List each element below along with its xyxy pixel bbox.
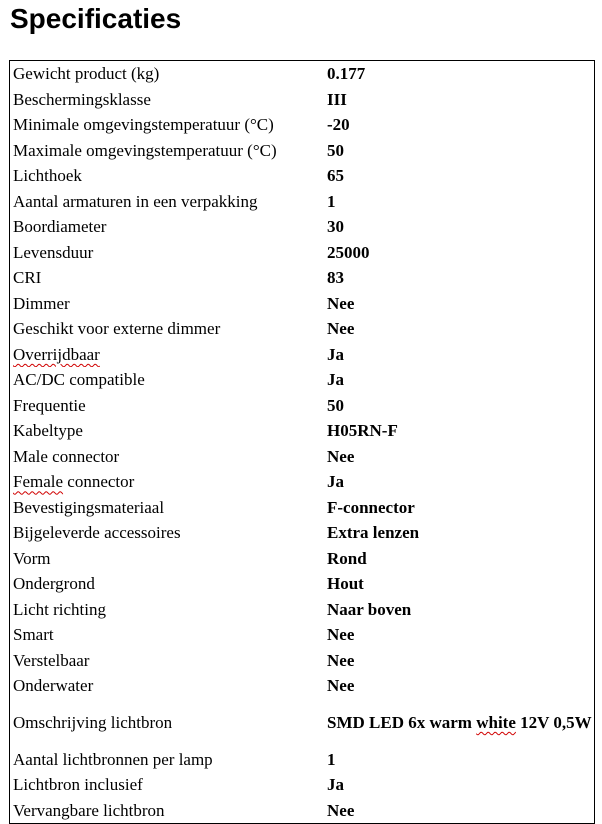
spec-row bbox=[10, 673, 595, 699]
spec-row bbox=[10, 240, 595, 266]
spec-value: Nee bbox=[327, 319, 355, 339]
spec-row bbox=[10, 138, 595, 164]
spec-row bbox=[10, 571, 595, 597]
spec-value: Hout bbox=[327, 574, 364, 594]
spec-label: Aantal armaturen in een verpakking bbox=[13, 191, 258, 211]
spellcheck-underline: Female bbox=[13, 472, 64, 492]
spec-label: Bijgeleverde accessoires bbox=[13, 523, 181, 543]
spec-value: Nee bbox=[327, 650, 355, 670]
spec-row bbox=[10, 342, 595, 368]
spec-row bbox=[10, 214, 595, 240]
spec-row bbox=[10, 495, 595, 521]
spec-row bbox=[10, 699, 595, 747]
spec-row bbox=[10, 546, 595, 572]
spec-label: Gewicht product (kg) bbox=[13, 64, 160, 84]
spec-row bbox=[10, 291, 595, 317]
spec-row bbox=[10, 367, 595, 393]
spec-row bbox=[10, 772, 595, 798]
spec-label: Female connector bbox=[13, 472, 135, 492]
page-title: Specificaties bbox=[10, 3, 182, 34]
spec-value: 1 bbox=[327, 191, 336, 211]
spec-value: F-connector bbox=[327, 497, 415, 517]
spec-label: Onderwater bbox=[13, 676, 94, 696]
spec-row bbox=[10, 798, 595, 824]
spec-row bbox=[10, 469, 595, 495]
spec-value: Rond bbox=[327, 548, 367, 568]
spec-row bbox=[10, 520, 595, 546]
spec-label: Beschermingsklasse bbox=[13, 89, 151, 109]
spec-value: 25000 bbox=[327, 242, 370, 262]
spec-label: Minimale omgevingstemperatuur (°C) bbox=[13, 115, 274, 135]
spellcheck-underline: Overrijdbaar bbox=[13, 344, 100, 364]
spec-row bbox=[10, 112, 595, 138]
spec-row bbox=[10, 316, 595, 342]
spec-value: 1 bbox=[327, 749, 336, 769]
spec-label: Vervangbare lichtbron bbox=[13, 800, 165, 820]
spec-row bbox=[10, 597, 595, 623]
spec-value: Ja bbox=[327, 344, 344, 364]
spec-label: Licht richting bbox=[13, 599, 107, 619]
spec-value: 65 bbox=[327, 166, 344, 186]
spec-row bbox=[10, 747, 595, 773]
spec-value: Ja bbox=[327, 472, 344, 492]
spec-row bbox=[10, 61, 595, 87]
spec-row bbox=[10, 163, 595, 189]
spec-label: Smart bbox=[13, 625, 54, 645]
spec-value: Nee bbox=[327, 676, 355, 696]
spec-label: Geschikt voor externe dimmer bbox=[13, 319, 221, 339]
spec-label: Lichthoek bbox=[13, 166, 82, 186]
spec-row bbox=[10, 265, 595, 291]
spec-value: Ja bbox=[327, 775, 344, 795]
spec-label: AC/DC compatible bbox=[13, 370, 145, 390]
spec-value: H05RN-F bbox=[327, 421, 398, 441]
spec-label: Dimmer bbox=[13, 293, 70, 313]
spec-label: CRI bbox=[13, 268, 42, 288]
spec-value: III bbox=[327, 89, 347, 109]
spec-label: Kabeltype bbox=[13, 421, 83, 441]
spec-label: Omschrijving lichtbron bbox=[13, 713, 173, 732]
spec-label: Ondergrond bbox=[13, 574, 95, 594]
spec-row bbox=[10, 189, 595, 215]
spec-value: 83 bbox=[327, 268, 344, 288]
spec-value: Nee bbox=[327, 800, 355, 820]
spec-row bbox=[10, 444, 595, 470]
spec-value: Ja bbox=[327, 370, 344, 390]
spec-value: Naar boven bbox=[327, 599, 412, 619]
specifications-table bbox=[9, 60, 595, 824]
spec-value: 50 bbox=[327, 140, 344, 160]
spec-label: Levensduur bbox=[13, 242, 94, 262]
spec-label: Frequentie bbox=[13, 395, 86, 415]
spec-label: Vorm bbox=[13, 548, 51, 568]
spec-value: Extra lenzen bbox=[327, 523, 420, 543]
spec-value: -20 bbox=[327, 115, 350, 135]
spec-label: Verstelbaar bbox=[13, 650, 90, 670]
spec-row bbox=[10, 622, 595, 648]
spec-label: Aantal lichtbronnen per lamp bbox=[13, 749, 213, 769]
spec-row bbox=[10, 393, 595, 419]
spec-row bbox=[10, 648, 595, 674]
spec-label: Male connector bbox=[13, 446, 120, 466]
spec-label: Boordiameter bbox=[13, 217, 107, 237]
spec-value: 50 bbox=[327, 395, 344, 415]
spec-value: 30 bbox=[327, 217, 344, 237]
spec-value: 0.177 bbox=[327, 64, 366, 84]
specifications-table-body bbox=[10, 61, 595, 824]
spec-value: Nee bbox=[327, 446, 355, 466]
spec-label: Lichtbron inclusief bbox=[13, 775, 143, 795]
spec-value: Nee bbox=[327, 293, 355, 313]
spellcheck-underline: white bbox=[476, 713, 516, 732]
spec-label: Maximale omgevingstemperatuur (°C) bbox=[13, 140, 277, 160]
spec-label: Bevestigingsmateriaal bbox=[13, 497, 165, 517]
spec-value: SMD LED 6x warm white 12V 0,5W bbox=[327, 713, 592, 732]
spec-row bbox=[10, 418, 595, 444]
spec-value: Nee bbox=[327, 625, 355, 645]
spec-row bbox=[10, 87, 595, 113]
spec-label bbox=[10, 342, 325, 368]
